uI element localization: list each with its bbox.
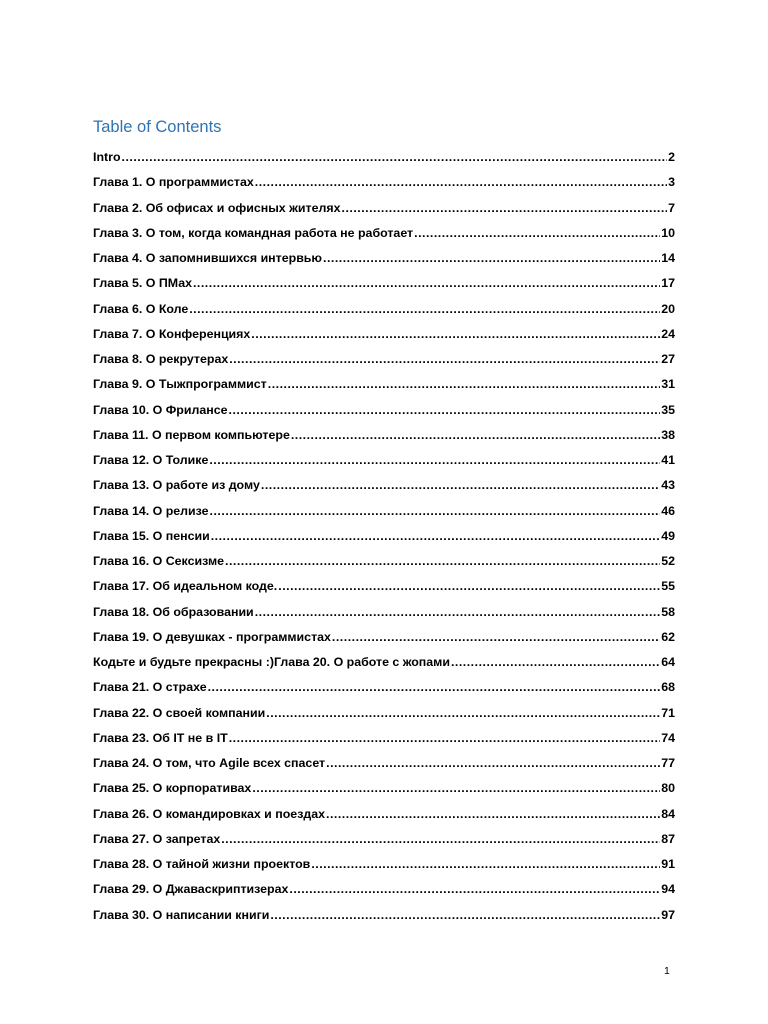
toc-entry[interactable] — [93, 627, 675, 652]
toc-entry[interactable] — [93, 652, 675, 677]
toc-entry-title: Глава 23. Об IT не в IT — [93, 730, 228, 745]
toc-entry-title: Глава 3. О том, когда командная работа не работает — [93, 225, 414, 240]
toc-dot-leader — [270, 905, 660, 925]
toc-entry-page: 87 — [661, 831, 675, 846]
toc-entry[interactable] — [93, 299, 675, 324]
toc-dot-leader — [311, 854, 660, 874]
toc-entry[interactable] — [93, 147, 675, 172]
toc-entry-page: 64 — [661, 655, 675, 669]
toc-entry-page: 94 — [661, 882, 675, 897]
toc-entry-title: Глава 16. О Сексизме — [93, 554, 224, 568]
toc-entry[interactable] — [93, 248, 675, 273]
toc-entry-page: 55 — [661, 579, 675, 594]
toc-dot-leader — [221, 829, 660, 849]
toc-entry-page: 3 — [668, 175, 675, 190]
toc-entry-page: 84 — [661, 806, 675, 821]
toc-dot-leader — [414, 223, 660, 243]
toc-entry-title: Глава 24. О том, что Agile всех спасет — [93, 756, 326, 770]
toc-entry[interactable] — [93, 223, 675, 248]
toc-entry-page: 24 — [661, 326, 675, 341]
toc-entry-title: Глава 18. Об образовании — [93, 604, 254, 619]
toc-dot-leader — [266, 703, 660, 723]
toc-entry[interactable] — [93, 854, 675, 879]
toc-dot-leader — [208, 677, 661, 697]
toc-entry-page: 35 — [661, 402, 675, 417]
toc-entry-title: Глава 2. Об офисах и офисных жителях — [93, 200, 341, 215]
toc-entry-title: Глава 6. О Коле — [93, 301, 189, 316]
toc-entry-page: 97 — [661, 907, 675, 922]
toc-entry-page: 43 — [661, 478, 675, 493]
toc-entry-page: 7 — [668, 200, 675, 215]
toc-dot-leader — [193, 273, 660, 293]
toc-entry-page: 62 — [661, 629, 675, 644]
toc-dot-leader — [255, 172, 667, 192]
toc-dot-leader — [211, 526, 661, 546]
toc-entry-title: Глава 28. О тайной жизни проектов — [93, 857, 311, 871]
toc-heading: Table of Contents — [93, 118, 222, 136]
toc-dot-leader — [252, 778, 660, 798]
toc-dot-leader — [189, 299, 660, 319]
toc-dot-leader — [323, 248, 660, 268]
toc-entry-page: 74 — [661, 730, 675, 745]
toc-entry-page: 68 — [661, 680, 675, 695]
toc-entry-title: Глава 14. О релизе — [93, 503, 209, 518]
toc-entry-title: Глава 22. О своей компании — [93, 705, 266, 720]
toc-entry-title: Глава 17. Об идеальном коде. — [93, 579, 278, 594]
toc-dot-leader — [451, 652, 660, 672]
toc-entry-page: 14 — [661, 251, 675, 265]
toc-dot-leader — [278, 576, 660, 596]
toc-entry-page: 71 — [661, 705, 675, 720]
toc-entry[interactable] — [93, 677, 675, 702]
toc-entry-title: Глава 7. О Конференциях — [93, 326, 251, 341]
toc-dot-leader — [261, 475, 660, 495]
toc-entry-page: 10 — [661, 225, 675, 240]
toc-entry[interactable] — [93, 526, 675, 551]
toc-entry-title: Глава 30. О написании книги — [93, 907, 270, 922]
toc-entry[interactable] — [93, 879, 675, 904]
toc-dot-leader — [332, 627, 660, 647]
toc-entry[interactable] — [93, 475, 675, 500]
toc-entry-title: Глава 19. О девушках - программистах — [93, 629, 331, 644]
page-number: 1 — [664, 965, 670, 977]
toc-dot-leader — [229, 400, 661, 420]
toc-dot-leader — [229, 728, 661, 748]
toc-entry-page: 80 — [661, 781, 675, 796]
toc-dot-leader — [225, 551, 660, 571]
toc-entry-title: Глава 13. О работе из дому — [93, 478, 260, 493]
toc-entry-page: 52 — [661, 554, 675, 568]
toc-entry-title: Кодьте и будьте прекрасны :)Глава 20. О работе с жопами — [93, 655, 450, 669]
toc-dot-leader — [229, 349, 660, 369]
toc-entry-page: 17 — [661, 276, 675, 291]
toc-dot-leader — [326, 753, 660, 773]
toc-entry-title: Глава 10. О Фрилансе — [93, 402, 228, 417]
toc-entry[interactable] — [93, 501, 675, 526]
toc-entry[interactable] — [93, 753, 675, 778]
toc-dot-leader — [326, 804, 660, 824]
toc-entry-page: 41 — [661, 453, 675, 467]
toc-entry-title: Глава 21. О страхе — [93, 680, 207, 695]
toc-entry[interactable] — [93, 829, 675, 854]
toc-entry-page: 38 — [661, 427, 675, 442]
toc-entry-page: 58 — [661, 604, 675, 619]
toc-entry-title: Глава 8. О рекрутерах — [93, 352, 229, 366]
toc-entry[interactable] — [93, 324, 675, 349]
toc-entry-page: 31 — [661, 377, 675, 392]
toc-entry-title: Intro — [93, 150, 121, 164]
toc-entry-title: Глава 1. О программистах — [93, 175, 254, 190]
toc-dot-leader — [255, 602, 661, 622]
toc-entry-title: Глава 11. О первом компьютере — [93, 427, 290, 442]
toc-dot-leader — [289, 879, 660, 899]
toc-entry[interactable] — [93, 905, 675, 930]
toc-entry-title: Глава 26. О командировках и поездах — [93, 806, 325, 821]
toc-entry[interactable] — [93, 425, 675, 450]
toc-entry[interactable] — [93, 728, 675, 753]
toc-entry-title: Глава 25. О корпоративах — [93, 781, 252, 796]
toc-dot-leader — [122, 147, 668, 167]
toc-entry[interactable] — [93, 450, 675, 475]
toc-dot-leader — [268, 374, 660, 394]
toc-entry[interactable] — [93, 400, 675, 425]
toc-entry-title: Глава 4. О запомнившихся интервью — [93, 251, 323, 265]
toc-entry[interactable] — [93, 172, 675, 197]
toc-entry[interactable] — [93, 273, 675, 298]
toc-entry[interactable] — [93, 349, 675, 374]
toc-dot-leader — [251, 324, 660, 344]
toc-entry-title: Глава 27. О запретах — [93, 831, 221, 846]
toc-entry-page: 49 — [661, 528, 675, 543]
toc-entry[interactable] — [93, 778, 675, 803]
toc-dot-leader — [291, 425, 660, 445]
toc-entry-page: 20 — [661, 301, 675, 316]
toc-entry-page: 27 — [661, 352, 675, 366]
toc-entry-title: Глава 29. О Джаваскриптизерах — [93, 882, 289, 897]
toc-entry[interactable] — [93, 576, 675, 601]
toc-entry-page: 2 — [668, 150, 675, 164]
toc-entry[interactable] — [93, 602, 675, 627]
toc-dot-leader — [342, 198, 668, 218]
toc-dot-leader — [209, 450, 660, 470]
toc-entry[interactable] — [93, 551, 675, 576]
toc-entry[interactable] — [93, 804, 675, 829]
toc-entry-page: 77 — [661, 756, 675, 770]
toc-entry-title: Глава 15. О пенсии — [93, 528, 210, 543]
toc-entry[interactable] — [93, 703, 675, 728]
toc-entry-page: 46 — [661, 503, 675, 518]
toc-entry[interactable] — [93, 198, 675, 223]
toc-entry-title: Глава 12. О Толике — [93, 453, 209, 467]
toc-entry-title: Глава 9. О Тыжпрограммист — [93, 377, 267, 392]
toc-entry-title: Глава 5. О ПМах — [93, 276, 192, 291]
toc-dot-leader — [210, 501, 661, 521]
toc-entry[interactable] — [93, 374, 675, 399]
toc-list — [93, 147, 675, 930]
toc-entry-page: 91 — [661, 857, 675, 871]
